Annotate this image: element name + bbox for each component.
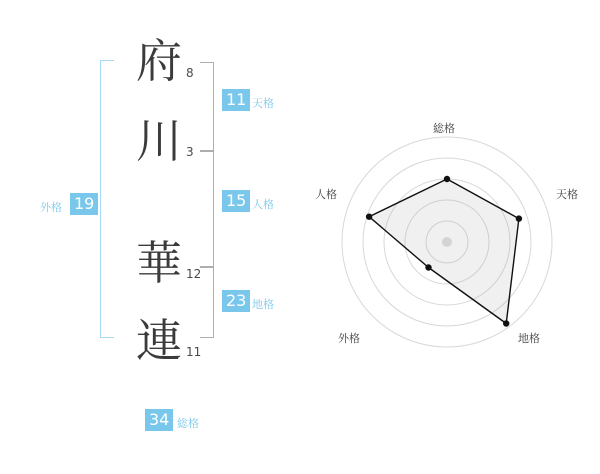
score-badge-jinkaku: 15 xyxy=(222,190,250,212)
score-label-soukaku: 総格 xyxy=(177,417,199,430)
stroke-count-4: 11 xyxy=(186,345,202,359)
tenkaku-bracket xyxy=(200,62,214,152)
jinkaku-bracket xyxy=(200,150,214,268)
score-badge-tenkaku: 11 xyxy=(222,89,250,111)
axis-label-gaikaku: 外格 xyxy=(338,332,360,345)
kanji-char-4: 連 xyxy=(136,314,182,368)
radar-chart xyxy=(310,0,600,470)
score-badge-gaikaku: 19 xyxy=(70,193,98,215)
axis-label-jinkaku: 人格 xyxy=(315,188,337,201)
score-label-chikaku: 地格 xyxy=(252,298,274,311)
stroke-count-2: 3 xyxy=(186,145,194,159)
axis-label-tenkaku: 天格 xyxy=(556,188,578,201)
kanji-char-3: 華 xyxy=(136,236,182,290)
kanji-char-1: 府 xyxy=(136,34,182,88)
chikaku-bracket xyxy=(200,266,214,338)
score-label-gaikaku: 外格 xyxy=(40,201,62,214)
stroke-count-1: 8 xyxy=(186,66,194,80)
score-badge-chikaku: 23 xyxy=(222,290,250,312)
score-label-tenkaku: 天格 xyxy=(252,97,274,110)
axis-label-chikaku: 地格 xyxy=(518,332,540,345)
score-badge-soukaku: 34 xyxy=(145,409,173,431)
axis-label-soukaku: 総格 xyxy=(433,122,455,135)
kanji-char-2: 川 xyxy=(136,114,182,168)
score-label-jinkaku: 人格 xyxy=(252,198,274,211)
outer-bracket xyxy=(100,60,114,338)
stroke-count-3: 12 xyxy=(186,267,202,281)
radar-chart-svg xyxy=(310,0,600,470)
